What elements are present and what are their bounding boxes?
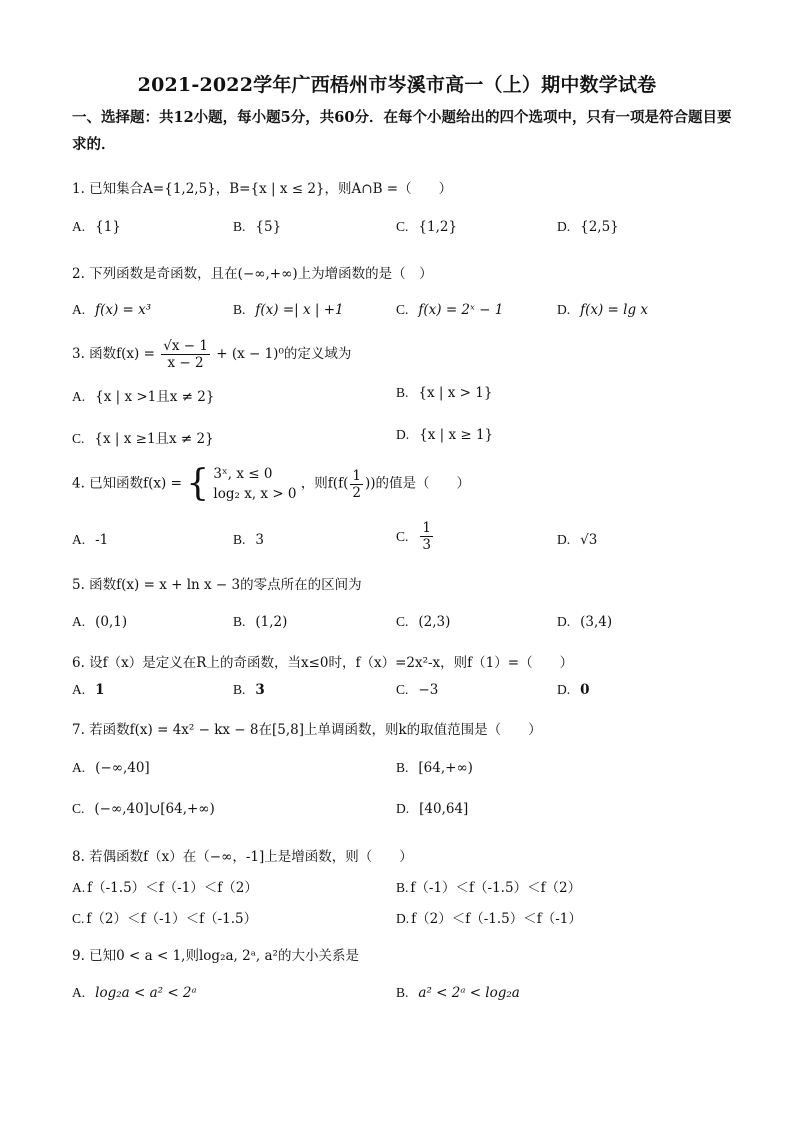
- question-3-option-b: [396, 385, 492, 401]
- question-1-option-d: [557, 219, 619, 235]
- question-3-stem: [72, 338, 351, 371]
- question-7-option-d: [396, 801, 468, 817]
- option-text: -1: [95, 532, 109, 548]
- case-1: 3ˣ, x ≤ 0: [213, 466, 273, 482]
- option-text: 3: [255, 532, 264, 548]
- question-9-stem: 9. 已知0 < a < 1,则log₂a, 2ᵃ, a²的大小关系是: [72, 948, 359, 964]
- option-label: A.: [72, 880, 86, 895]
- option-text: (−∞,40]∪[64,+∞): [94, 801, 215, 817]
- option-text: f(x) = lg x: [580, 302, 649, 318]
- option-label: D.: [557, 614, 571, 629]
- option-text: a² < 2ᵃ < log₂a: [418, 985, 520, 1001]
- option-label: B.: [396, 385, 409, 400]
- question-2-option-c: [396, 302, 503, 318]
- question-7-option-b: [396, 760, 473, 776]
- option-label: A.: [72, 682, 86, 697]
- option-text: {x | x >1且x ≠ 2}: [95, 389, 215, 405]
- option-label: A.: [72, 760, 86, 775]
- question-9-option-a: [72, 985, 197, 1001]
- question-1-option-b: [233, 219, 281, 235]
- option-text: 3: [255, 682, 265, 698]
- stem-text: ，则f(f(: [300, 475, 349, 492]
- option-label: B.: [233, 302, 246, 317]
- question-2-stem: 2. 下列函数是奇函数，且在(−∞,+∞)上为增函数的是（ ）: [72, 266, 433, 282]
- question-4-option-d: [557, 532, 597, 548]
- option-label: C.: [396, 614, 409, 629]
- option-text: (3,4): [580, 614, 613, 630]
- option-text: 0: [580, 682, 590, 698]
- option-label: B.: [233, 614, 246, 629]
- denominator: 2: [352, 484, 361, 501]
- question-8-option-a: [72, 876, 258, 896]
- option-label: C.: [72, 431, 85, 446]
- option-label: A.: [72, 985, 86, 1000]
- question-2-option-b: [233, 302, 344, 318]
- fraction: [161, 338, 210, 371]
- question-2-option-a: [72, 302, 151, 318]
- option-label: B.: [396, 880, 409, 895]
- option-text: {x | x > 1}: [418, 385, 493, 401]
- option-label: D.: [557, 682, 571, 697]
- question-1-stem: 1. 已知集合A={1,2,5}，B={x | x ≤ 2}，则A∩B =（ ）: [72, 181, 453, 197]
- question-9-option-b: [396, 985, 520, 1001]
- option-label: B.: [396, 760, 409, 775]
- option-text: f(x) = x³: [95, 302, 152, 318]
- question-7-option-a: [72, 760, 150, 776]
- option-text: f（2）＜f（-1.5）＜f（-1）: [411, 911, 582, 927]
- question-5-stem: 5. 函数f(x) = x + ln x − 3的零点所在的区间为: [72, 577, 362, 593]
- option-label: C.: [396, 302, 409, 317]
- option-label: B.: [233, 682, 246, 697]
- question-8-stem: 8. 若偶函数f（x）在（−∞，-1]上是增函数，则（ ）: [72, 849, 413, 865]
- page-title: 2021-2022学年广西梧州市岑溪市高一（上）期中数学试卷: [137, 74, 657, 96]
- option-text: f（2）＜f（-1）＜f（-1.5）: [86, 911, 258, 927]
- option-text: f(x) =| x | +1: [255, 302, 344, 318]
- option-label: A.: [72, 389, 86, 404]
- stem-text: 3. 函数f(x) =: [72, 346, 155, 362]
- option-text: {2,5}: [580, 219, 619, 235]
- question-5-option-b: [233, 614, 287, 630]
- numerator: √x − 1: [163, 338, 208, 354]
- option-text: −3: [418, 682, 439, 698]
- numerator: 1: [422, 520, 431, 536]
- option-label: C.: [72, 911, 85, 926]
- question-6-stem: 6. 设f（x）是定义在R上的奇函数，当x≤0时，f（x）=2x²-x，则f（1）=（ ）: [72, 655, 574, 671]
- option-text: {1}: [95, 219, 121, 235]
- option-text: {x | x ≥ 1}: [419, 427, 494, 443]
- question-1-option-a: [72, 219, 121, 235]
- option-text: [40,64]: [419, 801, 469, 817]
- piecewise-cases: [213, 464, 296, 504]
- question-3-option-c: [72, 427, 214, 447]
- option-text: √3: [580, 532, 598, 548]
- option-text: (0,1): [95, 614, 128, 630]
- question-1-option-c: [396, 219, 457, 235]
- question-7-option-c: [72, 801, 215, 817]
- case-2: log₂ x, x > 0: [213, 486, 297, 502]
- option-label: D.: [557, 532, 571, 547]
- stem-text: 4. 已知函数f(x) =: [72, 475, 182, 492]
- option-fraction: [420, 520, 433, 553]
- option-text: (−∞,40]: [95, 760, 150, 776]
- option-text: 1: [95, 682, 105, 698]
- option-label: D.: [557, 219, 571, 234]
- option-label: D.: [396, 427, 410, 442]
- option-label: B.: [233, 532, 246, 547]
- question-4-stem: [72, 464, 470, 504]
- denominator: x − 2: [167, 355, 204, 371]
- question-6-option-a: [72, 682, 105, 698]
- question-6-option-c: [396, 682, 438, 698]
- option-label: D.: [557, 302, 571, 317]
- option-label: A.: [72, 302, 86, 317]
- question-3-option-d: [396, 427, 493, 443]
- option-label: A.: [72, 614, 86, 629]
- stem-text: ))的值是（ ）: [364, 475, 470, 492]
- question-2-option-d: [557, 302, 648, 318]
- numerator: 1: [352, 467, 361, 484]
- brace-symbol: {: [186, 463, 210, 504]
- question-4-option-b: [233, 532, 264, 548]
- option-text: (1,2): [255, 614, 288, 630]
- option-label: A.: [72, 219, 86, 234]
- question-5-option-c: [396, 614, 450, 630]
- fraction: [350, 468, 363, 501]
- question-7-stem: 7. 若函数f(x) = 4x² − kx − 8在[5,8]上单调函数，则k的取值范围是（ ）: [72, 722, 542, 738]
- question-3-option-a: [72, 385, 214, 405]
- denominator: 3: [422, 537, 431, 553]
- question-8-option-b: [396, 876, 581, 896]
- question-5-option-d: [557, 614, 612, 630]
- option-label: B.: [396, 985, 409, 1000]
- option-text: log₂a < a² < 2ᵃ: [95, 985, 197, 1001]
- section-heading: 一、选择题：共12小题，每小题5分，共60分．在每个小题给出的四个选项中，只有一项是符合题目要求的．: [72, 109, 732, 153]
- option-text: f（-1.5）＜f（-1）＜f（2）: [87, 880, 258, 896]
- question-4-option-a: [72, 532, 108, 548]
- option-label: D.: [396, 911, 410, 926]
- question-8-option-d: [396, 907, 582, 927]
- option-label: C.: [396, 219, 409, 234]
- option-label: B.: [233, 219, 246, 234]
- option-text: {1,2}: [418, 219, 458, 235]
- option-label: C.: [396, 682, 409, 697]
- stem-text: + (x − 1)⁰的定义域为: [216, 346, 352, 362]
- question-5-option-a: [72, 614, 127, 630]
- question-6-option-b: [233, 682, 265, 698]
- option-label: C.: [396, 528, 409, 544]
- option-text: (2,3): [418, 614, 451, 630]
- option-text: {5}: [255, 219, 282, 235]
- option-label: D.: [396, 801, 410, 816]
- option-text: f(x) = 2ˣ − 1: [418, 302, 504, 318]
- question-4-option-c: [396, 520, 435, 553]
- option-text: f（-1）＜f（-1.5）＜f（2）: [410, 880, 582, 896]
- question-8-option-c: [72, 907, 257, 927]
- question-6-option-d: [557, 682, 590, 698]
- option-text: [64,+∞): [418, 760, 473, 776]
- option-text: {x | x ≥1且x ≠ 2}: [94, 431, 214, 447]
- option-label: A.: [72, 532, 86, 547]
- option-label: C.: [72, 801, 85, 816]
